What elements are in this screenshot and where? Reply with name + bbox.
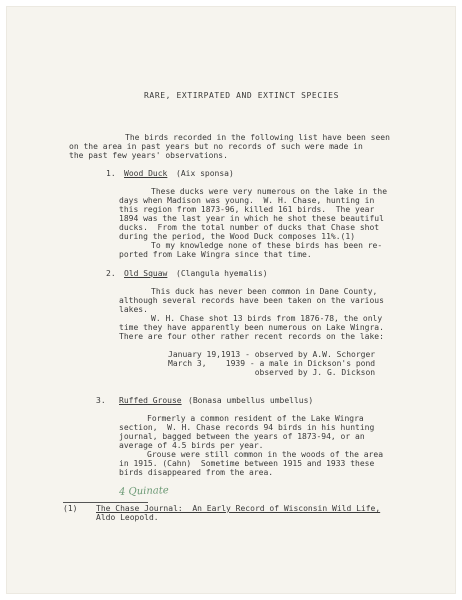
paragraph-line: To my knowledge none of these birds has been re- [151,241,383,250]
species-scientific-name: (Clangula hyemalis) [176,269,268,278]
footnote-rule [63,502,148,503]
species-scientific-name: (Bonasa umbellus umbellus) [188,396,314,405]
footnote-marker: (1) [63,504,78,513]
record-line: observed by J. G. Dickson [168,368,376,377]
species-name: Old Squaw [124,269,168,278]
paragraph-line: These ducks were very numerous on the lake in the [151,187,388,196]
species-number: 2. [106,269,116,278]
paragraph-line: time they have apparently been numerous on Lake Wingra. [119,323,384,332]
intro-line: The birds recorded in the following list have been seen [125,133,390,142]
paragraph-line: Formerly a common resident of the Lake Wingra [147,414,364,423]
paragraph-line: lakes. [119,305,148,314]
species-scientific-name: (Aix sponsa) [176,169,234,178]
pencil-annotation: 4 Quinate [118,485,169,498]
page-title: RARE, EXTIRPATED AND EXTINCT SPECIES [144,91,339,100]
species-number: 1. [106,169,116,178]
paragraph-line: birds disappeared from the area. [119,468,274,477]
paragraph-line: ducks. From the total number of ducks that Chase shot [119,223,380,232]
paragraph-line: days when Madison was young. W. H. Chase, hunting in [119,196,375,205]
paragraph-line: Grouse were still common in the woods of the area [147,450,384,459]
footnote-source: The Chase Journal: An Early Record of Wisconsin Wild Life, [96,504,381,513]
paragraph-line: W. H. Chase shot 13 birds from 1876-78, the only [151,314,383,323]
paragraph-line: although several records have been taken on the various [119,296,384,305]
paragraph-line: journal, bagged between the years of 1873-94, or an [119,432,365,441]
intro-line: the past few years' observations. [69,151,228,160]
paragraph-line: in 1915. (Cahn) Sometime between 1915 and 1933 these [119,459,375,468]
footnote-author: Aldo Leopold. [96,513,159,522]
paragraph-line: section, W. H. Chase records 94 birds in his hunting [119,423,375,432]
paragraph-line: There are four other rather recent records on the lake: [119,332,384,341]
species-name: Wood Duck [124,169,168,178]
paragraph-line: ported from Lake Wingra since that time. [119,250,312,259]
paragraph-line: 1894 was the last year in which he shot these beautiful [119,214,384,223]
paragraph-line: this region from 1873-96, killed 161 birds. The year [119,205,375,214]
paragraph-line: during the period, the Wood Duck composes 11%.(1) [119,232,356,241]
record-line: January 19,1913 - observed by A.W. Schorger [168,350,376,359]
species-name: Ruffed Grouse [119,396,182,405]
paragraph-line: average of 4.5 birds per year. [119,441,264,450]
intro-line: on the area in past years but no records of such were made in [69,142,363,151]
paragraph-line: This duck has never been common in Dane County, [151,287,378,296]
species-number: 3. [96,396,106,405]
document-page [6,6,456,594]
record-line: March 3, 1939 - a male in Dickson's pond [168,359,376,368]
